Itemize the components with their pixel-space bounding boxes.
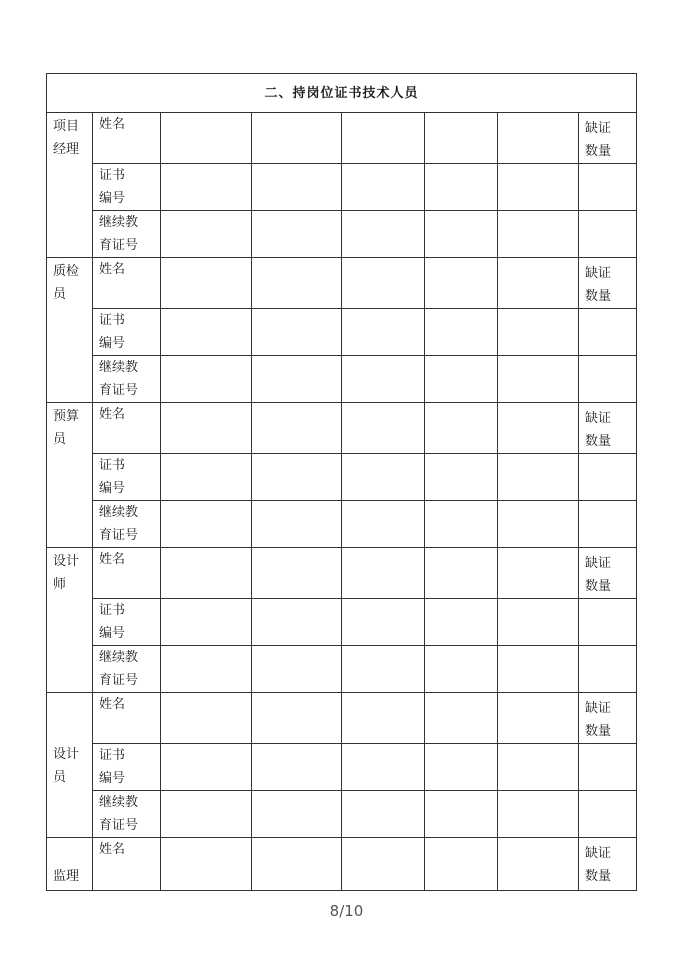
- entry-cell[interactable]: [161, 356, 252, 403]
- entry-cell[interactable]: [498, 164, 579, 211]
- entry-cell[interactable]: [161, 113, 252, 164]
- role-label: [47, 113, 93, 258]
- table-row: [47, 113, 637, 164]
- entry-cell[interactable]: [161, 454, 252, 501]
- shortage-count-cell[interactable]: [579, 309, 637, 356]
- shortage-count-cell[interactable]: [579, 646, 637, 693]
- shortage-count-label: [579, 258, 637, 309]
- entry-cell[interactable]: [425, 454, 498, 501]
- entry-cell[interactable]: [498, 113, 579, 164]
- entry-cell[interactable]: [161, 309, 252, 356]
- certified-staff-table: [46, 73, 637, 891]
- field-label-text: 证书 编号: [99, 313, 126, 351]
- entry-cell[interactable]: [252, 548, 342, 599]
- shortage-count-cell[interactable]: [579, 501, 637, 548]
- role-label-text: 设计 员: [53, 747, 80, 785]
- field-label: [93, 403, 161, 454]
- field-label: [93, 501, 161, 548]
- entry-cell[interactable]: [161, 501, 252, 548]
- entry-cell[interactable]: [161, 838, 252, 891]
- field-label-text: 证书 编号: [99, 458, 126, 496]
- form-title: 二、持岗位证书技术人员: [47, 74, 637, 113]
- entry-cell[interactable]: [498, 693, 579, 744]
- entry-cell[interactable]: [425, 258, 498, 309]
- entry-cell[interactable]: [342, 454, 425, 501]
- table-row: [47, 693, 637, 744]
- entry-cell[interactable]: [498, 791, 579, 838]
- entry-cell[interactable]: [425, 113, 498, 164]
- field-label-text: 姓名: [99, 262, 126, 277]
- entry-cell[interactable]: [425, 744, 498, 791]
- entry-cell[interactable]: [425, 403, 498, 454]
- entry-cell[interactable]: [161, 599, 252, 646]
- entry-cell[interactable]: [161, 548, 252, 599]
- entry-cell[interactable]: [342, 501, 425, 548]
- shortage-count-label: [579, 693, 637, 744]
- field-label-text: 证书 编号: [99, 168, 126, 206]
- table-row: [47, 356, 637, 403]
- table-row: [47, 646, 637, 693]
- entry-cell[interactable]: [342, 164, 425, 211]
- entry-cell[interactable]: [498, 501, 579, 548]
- table-row: [47, 791, 637, 838]
- field-label: [93, 454, 161, 501]
- field-label: [93, 113, 161, 164]
- shortage-count-cell[interactable]: [579, 744, 637, 791]
- entry-cell[interactable]: [425, 211, 498, 258]
- table-row: [47, 454, 637, 501]
- table-row: [47, 548, 637, 599]
- entry-cell[interactable]: [425, 309, 498, 356]
- entry-cell[interactable]: [161, 693, 252, 744]
- entry-cell[interactable]: [252, 454, 342, 501]
- table-row: [47, 744, 637, 791]
- role-label: [47, 838, 93, 891]
- field-label: [93, 164, 161, 211]
- shortage-count-cell[interactable]: [579, 599, 637, 646]
- entry-cell[interactable]: [252, 838, 342, 891]
- role-label-text: 项目 经理: [53, 119, 80, 157]
- shortage-count-label: [579, 403, 637, 454]
- entry-cell[interactable]: [342, 403, 425, 454]
- entry-cell[interactable]: [425, 164, 498, 211]
- entry-cell[interactable]: [425, 599, 498, 646]
- field-label-text: 姓名: [99, 697, 126, 712]
- entry-cell[interactable]: [252, 693, 342, 744]
- entry-cell[interactable]: [498, 309, 579, 356]
- shortage-count-cell[interactable]: [579, 164, 637, 211]
- entry-cell[interactable]: [252, 113, 342, 164]
- shortage-count-cell[interactable]: [579, 791, 637, 838]
- entry-cell[interactable]: [498, 258, 579, 309]
- entry-cell[interactable]: [342, 838, 425, 891]
- entry-cell[interactable]: [498, 356, 579, 403]
- entry-cell[interactable]: [342, 211, 425, 258]
- shortage-label-text: 缺证 数量: [585, 266, 612, 304]
- table-row: [47, 258, 637, 309]
- entry-cell[interactable]: [342, 548, 425, 599]
- field-label-text: 姓名: [99, 552, 126, 567]
- table-row: [47, 403, 637, 454]
- field-label-text: 证书 编号: [99, 748, 126, 786]
- field-label: [93, 838, 161, 891]
- entry-cell[interactable]: [425, 548, 498, 599]
- entry-cell[interactable]: [161, 646, 252, 693]
- table-row: [47, 211, 637, 258]
- role-label-text: 预算 员: [53, 409, 80, 447]
- shortage-count-label: [579, 113, 637, 164]
- role-label-text: 质检 员: [53, 264, 80, 302]
- entry-cell[interactable]: [342, 258, 425, 309]
- entry-cell[interactable]: [161, 403, 252, 454]
- entry-cell[interactable]: [252, 599, 342, 646]
- entry-cell[interactable]: [252, 501, 342, 548]
- shortage-count-cell[interactable]: [579, 356, 637, 403]
- entry-cell[interactable]: [498, 838, 579, 891]
- table-row: [47, 309, 637, 356]
- field-label: [93, 791, 161, 838]
- entry-cell[interactable]: [252, 646, 342, 693]
- field-label: [93, 693, 161, 744]
- field-label-text: 继续教 育证号: [99, 650, 139, 688]
- role-label: [47, 258, 93, 403]
- shortage-label-text: 缺证 数量: [585, 846, 612, 884]
- entry-cell[interactable]: [252, 258, 342, 309]
- entry-cell[interactable]: [342, 693, 425, 744]
- entry-cell[interactable]: [161, 164, 252, 211]
- field-label: [93, 744, 161, 791]
- field-label-text: 继续教 育证号: [99, 360, 139, 398]
- field-label-text: 姓名: [99, 407, 126, 422]
- entry-cell[interactable]: [425, 693, 498, 744]
- entry-cell[interactable]: [252, 791, 342, 838]
- entry-cell[interactable]: [342, 744, 425, 791]
- field-label: [93, 599, 161, 646]
- entry-cell[interactable]: [252, 211, 342, 258]
- shortage-count-cell[interactable]: [579, 454, 637, 501]
- entry-cell[interactable]: [252, 403, 342, 454]
- shortage-count-cell[interactable]: [579, 211, 637, 258]
- field-label: [93, 646, 161, 693]
- entry-cell[interactable]: [425, 501, 498, 548]
- role-label-text: 监理: [53, 869, 80, 884]
- table-row: [47, 838, 637, 891]
- entry-cell[interactable]: [498, 403, 579, 454]
- shortage-label-text: 缺证 数量: [585, 701, 612, 739]
- entry-cell[interactable]: [425, 646, 498, 693]
- table-row: [47, 501, 637, 548]
- entry-cell[interactable]: [342, 356, 425, 403]
- entry-cell[interactable]: [498, 454, 579, 501]
- entry-cell[interactable]: [252, 744, 342, 791]
- table-row: [47, 599, 637, 646]
- shortage-label-text: 缺证 数量: [585, 121, 612, 159]
- entry-cell[interactable]: [498, 744, 579, 791]
- field-label-text: 姓名: [99, 117, 126, 132]
- entry-cell[interactable]: [342, 599, 425, 646]
- role-label-text: 设计 师: [53, 554, 80, 592]
- entry-cell[interactable]: [342, 646, 425, 693]
- field-label-text: 继续教 育证号: [99, 215, 139, 253]
- field-label: [93, 548, 161, 599]
- field-label-text: 姓名: [99, 842, 126, 857]
- field-label: [93, 211, 161, 258]
- entry-cell[interactable]: [161, 744, 252, 791]
- entry-cell[interactable]: [161, 258, 252, 309]
- entry-cell[interactable]: [498, 599, 579, 646]
- entry-cell[interactable]: [425, 838, 498, 891]
- entry-cell[interactable]: [161, 791, 252, 838]
- field-label: [93, 258, 161, 309]
- field-label-text: 继续教 育证号: [99, 505, 139, 543]
- entry-cell[interactable]: [342, 113, 425, 164]
- role-label: [47, 693, 93, 838]
- entry-cell[interactable]: [498, 646, 579, 693]
- entry-cell[interactable]: [252, 164, 342, 211]
- shortage-label-text: 缺证 数量: [585, 556, 612, 594]
- entry-cell[interactable]: [342, 309, 425, 356]
- field-label: [93, 309, 161, 356]
- field-label-text: 继续教 育证号: [99, 795, 139, 833]
- role-label: [47, 548, 93, 693]
- shortage-count-label: [579, 838, 637, 891]
- page-number: 8/10: [329, 902, 364, 920]
- field-label-text: 证书 编号: [99, 603, 126, 641]
- entry-cell[interactable]: [425, 356, 498, 403]
- entry-cell[interactable]: [161, 211, 252, 258]
- entry-cell[interactable]: [252, 309, 342, 356]
- entry-cell[interactable]: [425, 791, 498, 838]
- shortage-label-text: 缺证 数量: [585, 411, 612, 449]
- field-label: [93, 356, 161, 403]
- entry-cell[interactable]: [498, 548, 579, 599]
- entry-cell[interactable]: [252, 356, 342, 403]
- table-row: [47, 164, 637, 211]
- shortage-count-label: [579, 548, 637, 599]
- entry-cell[interactable]: [498, 211, 579, 258]
- role-label: [47, 403, 93, 548]
- entry-cell[interactable]: [342, 791, 425, 838]
